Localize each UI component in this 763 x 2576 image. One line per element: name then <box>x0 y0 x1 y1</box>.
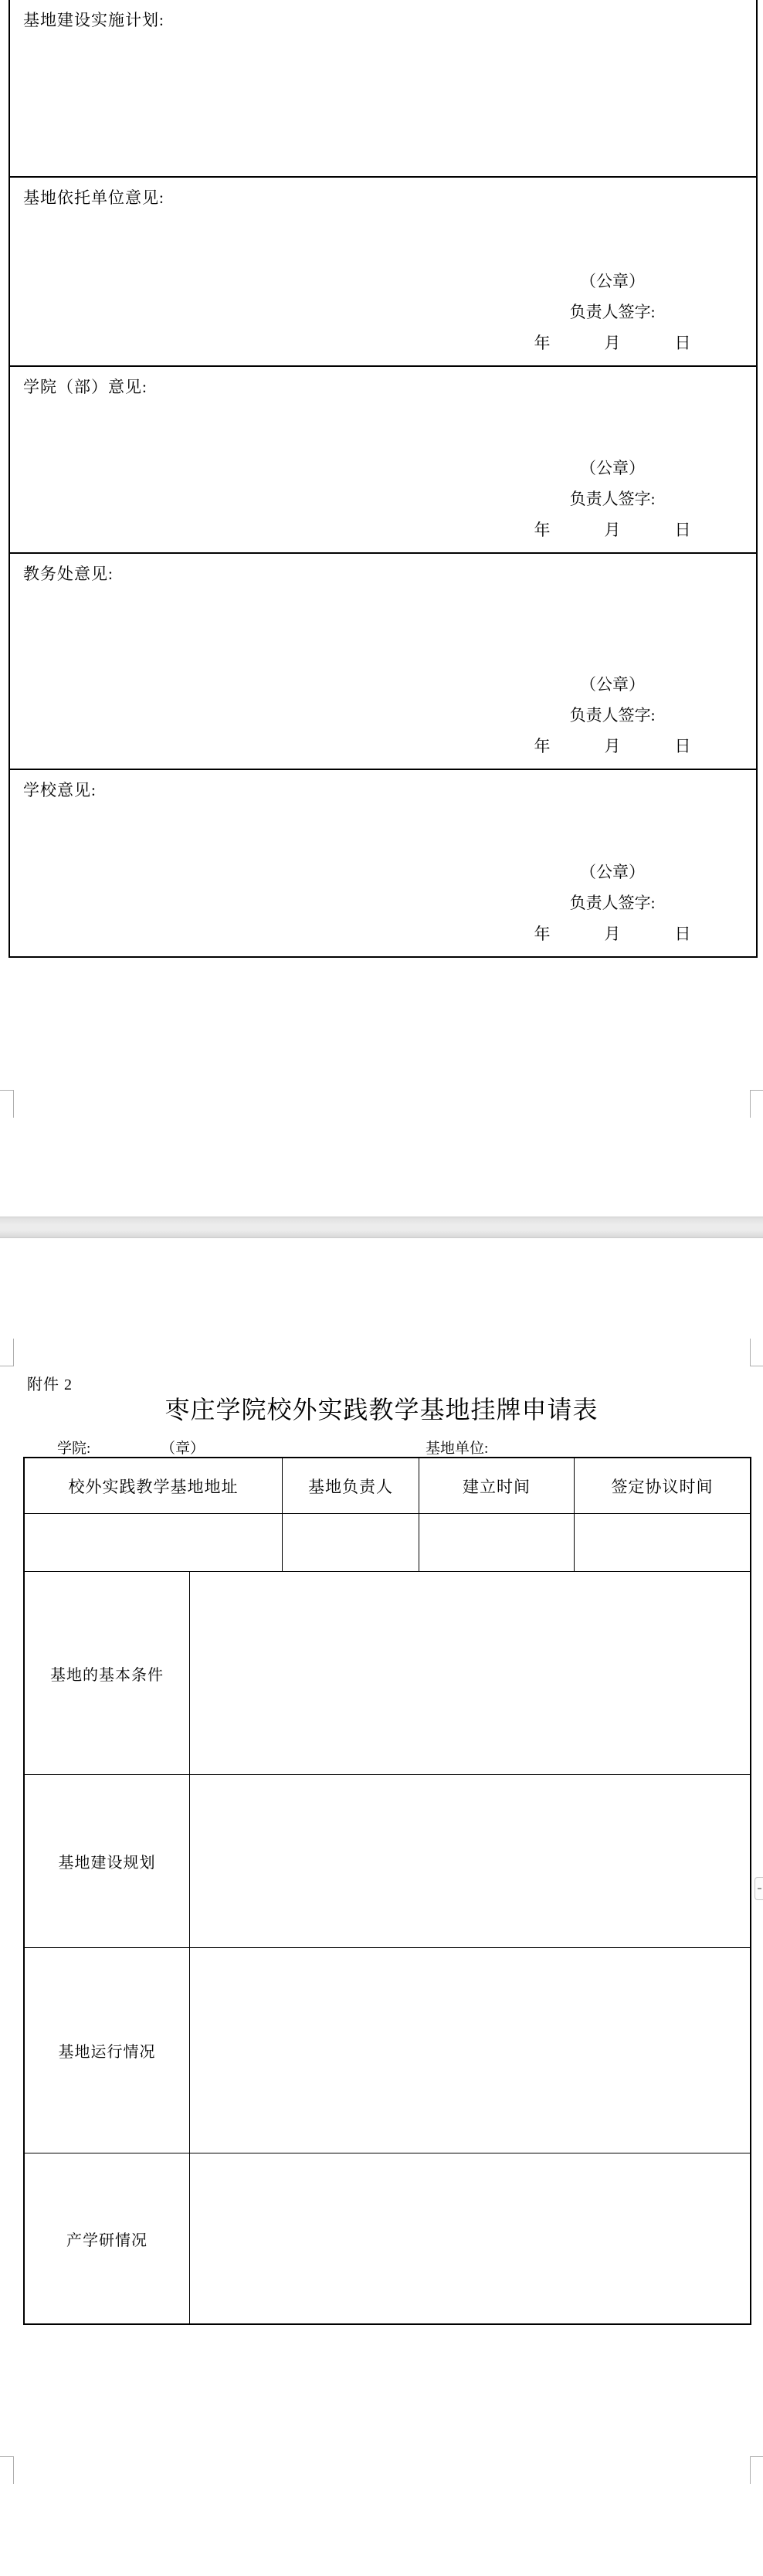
detail-row-construction-plan <box>25 1775 750 1948</box>
detail-row-label: 产学研情况 <box>25 2153 190 2323</box>
text-boundary-mark <box>750 2456 763 2457</box>
table-row-college-opinion[interactable] <box>10 367 756 554</box>
row-label: 基地建设实施计划: <box>23 11 164 29</box>
signature-block <box>470 669 755 769</box>
year-label: 年 <box>534 737 551 755</box>
clipped-side-button[interactable] <box>755 1877 763 1900</box>
document-page-2 <box>0 1238 763 2576</box>
header-base-address: 校外实践教学基地地址 <box>25 1458 283 1513</box>
detail-row-content-cell[interactable] <box>190 1948 750 2153</box>
month-label: 月 <box>604 334 621 352</box>
row-label: 学校意见: <box>23 781 97 799</box>
detail-row-label: 基地建设规划 <box>25 1775 190 1947</box>
signature-block <box>470 857 755 956</box>
detail-row-label: 基地运行情况 <box>25 1948 190 2153</box>
text-boundary-mark <box>13 1339 14 1366</box>
signature-label: 负责人签字: <box>569 303 656 321</box>
date-line <box>470 514 755 545</box>
official-seal-label: （公章） <box>580 675 645 694</box>
text-boundary-mark <box>0 2456 13 2457</box>
detail-row-industry-research <box>25 2153 750 2323</box>
text-boundary-mark <box>750 1090 751 1118</box>
attachment-label: 附件 2 <box>27 1376 73 1393</box>
text-boundary-mark <box>750 1339 751 1366</box>
date-line <box>470 328 755 358</box>
document-page-1 <box>0 0 763 1217</box>
cell-base-address[interactable] <box>25 1514 283 1571</box>
detail-row-label: 基地的基本条件 <box>25 1572 190 1774</box>
row-label: 教务处意见: <box>23 565 114 583</box>
seal-label: （章） <box>161 1441 205 1457</box>
signature-label: 负责人签字: <box>569 894 656 912</box>
form-info-line <box>0 1437 763 1457</box>
month-label: 月 <box>604 521 621 539</box>
row-label: 基地依托单位意见: <box>23 188 164 207</box>
table-row-construction-plan[interactable] <box>10 0 756 178</box>
table-row-school-opinion[interactable] <box>10 770 756 956</box>
date-line <box>470 918 755 949</box>
text-boundary-mark <box>750 1090 763 1091</box>
opinions-table <box>8 0 758 958</box>
cell-base-manager[interactable] <box>283 1514 419 1571</box>
text-boundary-mark <box>13 1090 14 1118</box>
detail-row-operation-status <box>25 1948 750 2153</box>
text-boundary-mark <box>750 2456 751 2484</box>
official-seal-label: （公章） <box>580 272 645 290</box>
header-agreement-time: 签定协议时间 <box>611 1477 714 1496</box>
cell-agreement-time[interactable] <box>575 1514 750 1571</box>
detail-row-content-cell[interactable] <box>190 1572 750 1774</box>
dash-icon <box>758 1888 761 1889</box>
table-row-host-unit-opinion[interactable] <box>10 178 756 367</box>
detail-row-content-cell[interactable] <box>190 2153 750 2323</box>
day-label: 日 <box>674 521 691 539</box>
year-label: 年 <box>534 334 551 352</box>
college-label: 学院: <box>57 1441 91 1457</box>
month-label: 月 <box>604 925 621 943</box>
month-label: 月 <box>604 737 621 755</box>
day-label: 日 <box>674 334 691 352</box>
entry-row <box>25 1514 750 1572</box>
signature-block <box>470 453 755 552</box>
form-title: 枣庄学院校外实践教学基地挂牌申请表 <box>164 1396 599 1424</box>
header-row <box>25 1458 750 1514</box>
application-table <box>23 1457 751 2325</box>
day-label: 日 <box>674 737 691 755</box>
header-base-manager: 基地负责人 <box>283 1458 419 1513</box>
date-line <box>470 731 755 762</box>
signature-label: 负责人签字: <box>569 490 656 508</box>
table-row-academic-office-opinion[interactable] <box>10 554 756 770</box>
year-label: 年 <box>534 925 551 943</box>
signature-block <box>470 266 755 365</box>
text-boundary-mark <box>0 1090 13 1091</box>
header-establish-time: 建立时间 <box>419 1458 575 1513</box>
detail-row-basic-conditions <box>25 1572 750 1775</box>
day-label: 日 <box>674 925 691 943</box>
signature-label: 负责人签字: <box>569 706 656 725</box>
official-seal-label: （公章） <box>580 459 645 477</box>
official-seal-label: （公章） <box>580 863 645 881</box>
year-label: 年 <box>534 521 551 539</box>
text-boundary-mark <box>13 2456 14 2484</box>
page-separator <box>0 1217 763 1238</box>
detail-row-content-cell[interactable] <box>190 1775 750 1947</box>
row-label: 学院（部）意见: <box>23 378 148 396</box>
cell-establish-time[interactable] <box>419 1514 575 1571</box>
base-unit-label: 基地单位: <box>426 1441 489 1457</box>
